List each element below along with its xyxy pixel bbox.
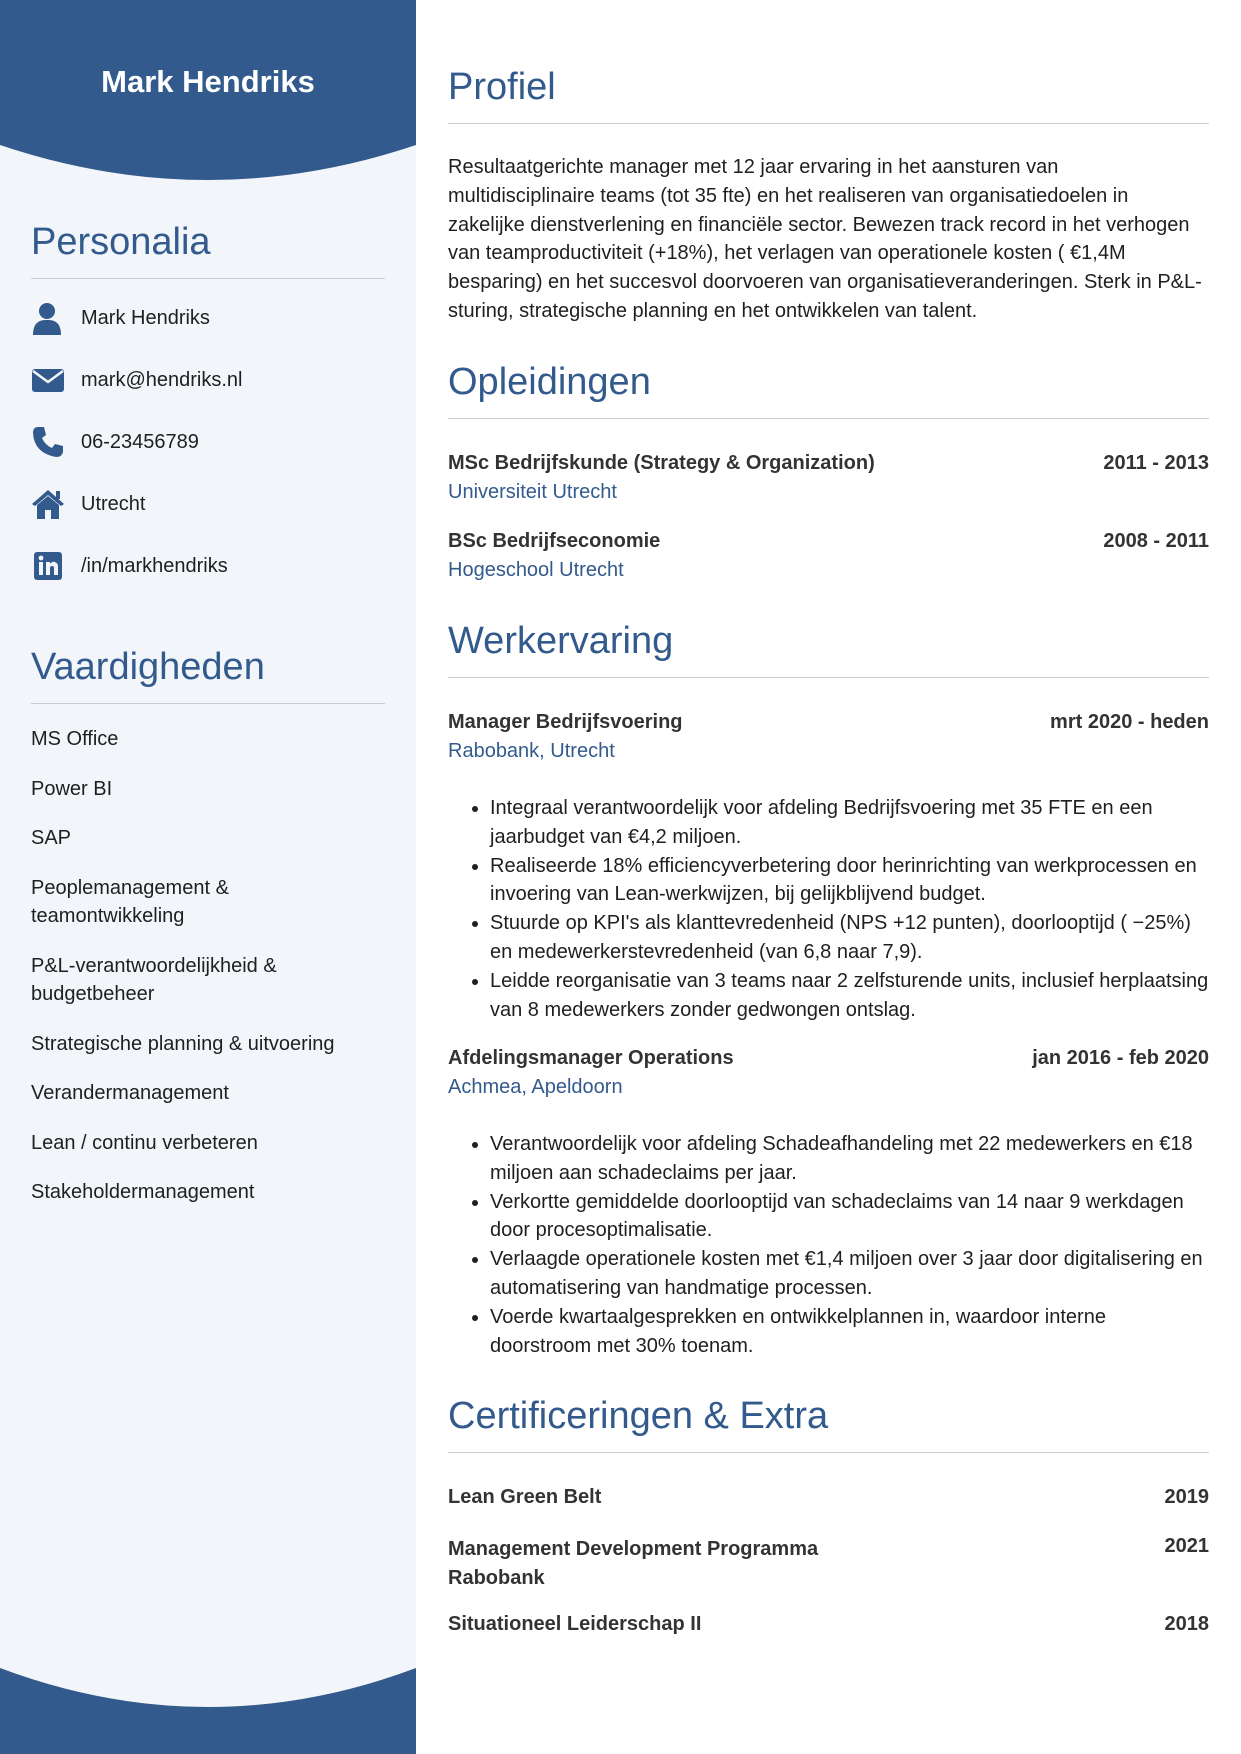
linkedin-icon (31, 549, 65, 583)
profile-text: Resultaatgerichte manager met 12 jaar ervaring in het aansturen van multidisciplinaire teams (tot 35 fte) en het realiseren van organisatiedoelen in zakelijke dienstverlening en financiële sector. Bewezen track record in het verhogen van teamproductiviteit (+18%), het verlagen van operationele kosten ( €1,4M besparing) en het succesvol doorvoeren van organisatieveranderingen. Sterk in P&L-sturing, strategische planning en het ontwikkelen van talent. (448, 156, 1202, 322)
contact-location (31, 484, 146, 524)
contact-phone[interactable] (31, 422, 199, 462)
work-bullet: • Realiseerde 18% efficiencyverbetering door herinrichting van werkprocessen en invoering van Lean-werkwijzen, bij gelijkblijvend budget. (490, 852, 1209, 910)
contact-linkedin-text[interactable]: /in/markhendriks (81, 554, 228, 577)
envelope-icon (31, 363, 65, 397)
education-institution: Universiteit Utrecht (448, 481, 617, 503)
contact-name-text: Mark Hendriks (81, 306, 210, 329)
cert-entry (448, 1486, 1209, 1509)
skill-item: SAP (31, 827, 72, 849)
skill-item: Stakeholdermanagement (31, 1181, 255, 1203)
work-bullet: • Integraal verantwoordelijk voor afdeling Bedrijfsvoering met 35 FTE en een jaarbudget van €4,2 miljoen. (490, 794, 1209, 852)
skill-item: Peoplemanagement & teamontwikkeling (31, 877, 229, 927)
user-icon (31, 301, 65, 335)
cert-entry (448, 1535, 1209, 1593)
cert-title: Situationeel Leiderschap II (448, 1613, 702, 1635)
candidate-name: Mark Hendriks (101, 64, 315, 99)
work-bullet: • Leidde reorganisatie van 3 teams naar 2 zelfsturende units, inclusief herplaatsing van 8 medewerkers zonder gedwongen ontslag. (490, 967, 1209, 1025)
skills-section (31, 646, 385, 1203)
skill-item: Verandermanagement (31, 1082, 229, 1104)
education-entry (448, 530, 1209, 582)
sidebar (0, 0, 416, 1754)
work-bullet: • Verlaagde operationele kosten met €1,4 miljoen over 3 jaar door digitalisering en automatisering van handmatige processen. (490, 1245, 1209, 1303)
education-date: 2008 - 2011 (1103, 530, 1209, 552)
work-company: Achmea, Apeldoorn (448, 1076, 623, 1098)
work-date: mrt 2020 - heden (1050, 711, 1209, 733)
work-entry (448, 711, 1209, 763)
work-bullets (448, 794, 1209, 1024)
work-bullet: • Verkortte gemiddelde doorlooptijd van schadeclaims van 14 naar 9 werkdagen door procesoptimalisatie. (490, 1188, 1209, 1246)
cert-date: 2018 (1164, 1613, 1209, 1635)
contact-location-text: Utrecht (81, 492, 146, 515)
skill-item: Power BI (31, 778, 113, 800)
work-bullets (448, 1130, 1209, 1360)
education-title: MSc Bedrijfskunde (Strategy & Organization) (448, 452, 875, 474)
personalia-section (31, 221, 385, 577)
skills-heading: Vaardigheden (31, 646, 385, 704)
cert-title: Management Development Programma Rabobank (448, 1538, 819, 1589)
contact-name (31, 298, 210, 338)
personalia-heading: Personalia (31, 221, 385, 279)
work-entry (448, 1047, 1209, 1099)
home-icon (31, 487, 65, 521)
profile-heading: Profiel (448, 66, 1209, 124)
work-date: jan 2016 - feb 2020 (1032, 1047, 1209, 1069)
work-company: Rabobank, Utrecht (448, 740, 615, 762)
cert-date: 2019 (1164, 1486, 1209, 1508)
contact-phone-text[interactable]: 06-23456789 (81, 430, 199, 453)
work-title: Manager Bedrijfsvoering (448, 711, 683, 733)
skill-item: Strategische planning & uitvoering (31, 1033, 335, 1055)
contact-email[interactable] (31, 360, 243, 400)
contact-linkedin[interactable] (31, 546, 228, 586)
skill-item: Lean / continu verbeteren (31, 1132, 258, 1154)
cert-heading: Certificeringen & Extra (448, 1395, 1209, 1453)
skill-item: P&L-verantwoordelijkheid & budgetbeheer (31, 955, 277, 1005)
cert-title: Lean Green Belt (448, 1486, 602, 1508)
education-institution: Hogeschool Utrecht (448, 559, 624, 581)
education-heading: Opleidingen (448, 361, 1209, 419)
education-entry (448, 452, 1209, 504)
education-title: BSc Bedrijfseconomie (448, 530, 661, 552)
skill-item: MS Office (31, 728, 119, 750)
phone-icon (31, 425, 65, 459)
cert-date: 2021 (1164, 1535, 1209, 1557)
footer-arc (0, 1668, 416, 1754)
cert-entry (448, 1613, 1209, 1636)
work-title: Afdelingsmanager Operations (448, 1047, 734, 1069)
work-bullet: • Voerde kwartaalgesprekken en ontwikkelplannen in, waardoor interne doorstroom met 30% toenam. (490, 1303, 1209, 1361)
work-heading: Werkervaring (448, 620, 1209, 678)
contact-email-text[interactable]: mark@hendriks.nl (81, 368, 243, 391)
work-bullet: • Verantwoordelijk voor afdeling Schadeafhandeling met 22 medewerkers en €18 miljoen aan schadeclaims per jaar. (490, 1130, 1209, 1188)
education-date: 2011 - 2013 (1103, 452, 1209, 474)
work-bullet: • Stuurde op KPI's als klanttevredenheid (NPS +12 punten), doorlooptijd ( −25%) en medewerkerstevredenheid (van 6,8 naar 7,9). (490, 909, 1209, 967)
